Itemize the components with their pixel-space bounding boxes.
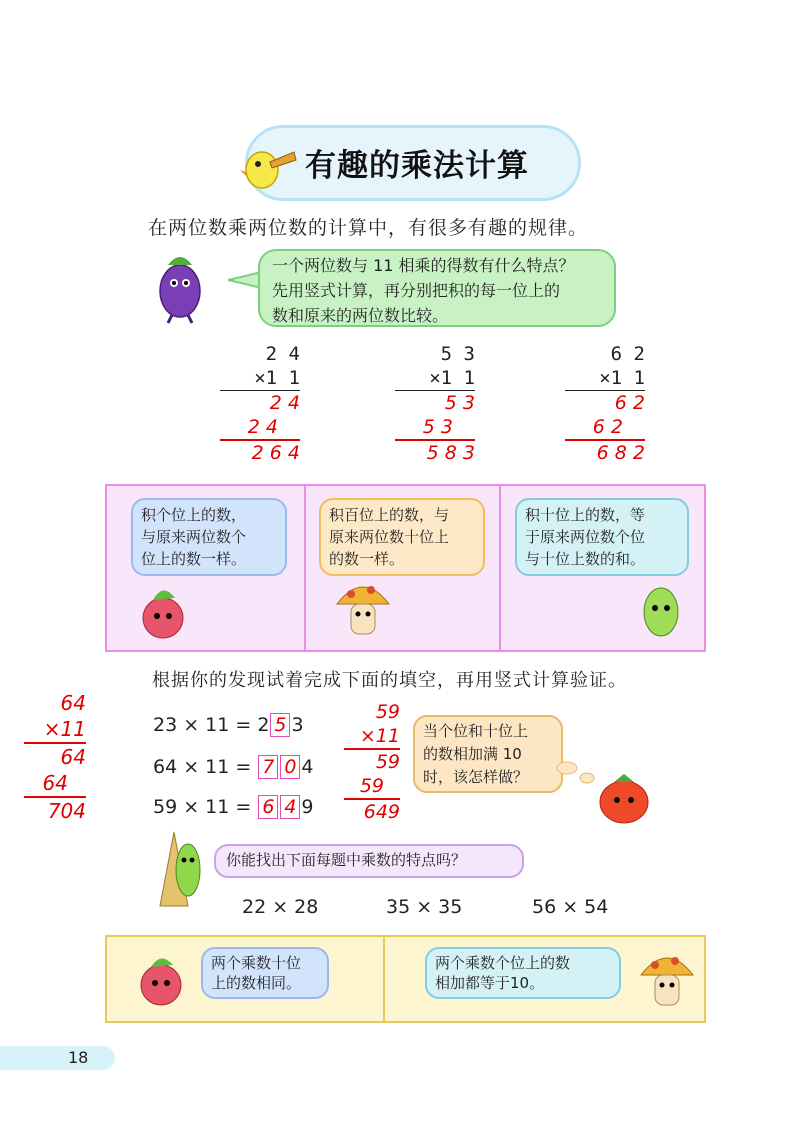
equation-left: 23 × 11 = 2 [153, 714, 270, 736]
multiplier: ×1 1 [565, 366, 645, 391]
observation-line: 于原来两位数个位 [525, 528, 646, 546]
product-expression: 22 × 28 [242, 896, 319, 918]
hand-number: 64 [24, 770, 86, 798]
question-line: 先用竖式计算，再分别把积的每一位上的 [272, 281, 561, 300]
equation-right: 9 [301, 796, 314, 818]
fill-blank-prompt: 根据你的发现试着完成下面的填空，再用竖式计算验证。 [152, 670, 627, 691]
carry-line: 当个位和十位上 [423, 722, 529, 740]
calc-result: 5 8 3 [426, 442, 475, 464]
divider [383, 937, 385, 1021]
question-line: 一个两位数与 11 相乘的得数有什么特点？ [272, 256, 575, 275]
mushroom-character-icon [333, 574, 393, 646]
multiplicand: 6 2 [610, 343, 645, 365]
multiplier: ×1 1 [220, 366, 300, 391]
carry-question-bubble [413, 715, 563, 793]
answer-box[interactable]: 6 [258, 795, 278, 819]
multiplicand: 2 4 [265, 343, 300, 365]
hand-number: 59 [375, 701, 400, 723]
observation-bubble-3 [515, 498, 689, 576]
pepper-character-icon [637, 578, 687, 644]
observation-line: 积百位上的数，与 [329, 506, 450, 524]
observation-line: 积个位上的数， [141, 506, 247, 524]
equation-row [153, 795, 313, 819]
answer-box[interactable]: 0 [280, 755, 300, 779]
partial-product: 6 2 [614, 392, 645, 414]
factor-question-bubble: 你能找出下面每题中乘数的特点吗？ [214, 844, 524, 878]
ruler-character-icon [154, 826, 210, 912]
column-calc-2 [395, 342, 475, 465]
observation-line: 原来两位数十位上 [329, 528, 450, 546]
answer-box[interactable]: 5 [270, 713, 290, 737]
page-number: 18 [0, 1046, 115, 1070]
equation-row [153, 755, 313, 779]
carry-line: 的数相加满 10 [423, 745, 522, 763]
partial-product: 5 3 [444, 392, 475, 414]
observation-line: 与原来两位数个 [141, 528, 247, 546]
hand-number: 59 [344, 774, 400, 800]
answer-box[interactable]: 4 [280, 795, 300, 819]
hand-number: ×11 [344, 724, 400, 750]
radish-character-icon [135, 951, 191, 1011]
radish-character-icon [137, 582, 193, 644]
hand-number: 64 [60, 691, 86, 715]
observation-line: 积十位上的数，等 [525, 506, 646, 524]
multiplier: ×1 1 [395, 366, 475, 391]
hand-number: ×11 [24, 716, 86, 744]
partial-product: 6 2 [565, 415, 645, 441]
eggplant-character-icon [148, 245, 218, 325]
feature-bubble-2 [425, 947, 621, 999]
handwritten-calc-mid [344, 700, 400, 824]
observations-panel [105, 484, 706, 652]
equation-left: 59 × 11 = [153, 796, 258, 818]
calc-result: 6 8 2 [596, 442, 645, 464]
observation-bubble-1 [131, 498, 287, 576]
observation-line: 的数一样。 [329, 550, 405, 568]
partial-product: 2 4 [220, 415, 300, 441]
feature-line: 相加都等于10。 [435, 974, 545, 992]
equation-left: 64 × 11 = [153, 756, 258, 778]
observation-line: 位上的数一样。 [141, 550, 247, 568]
carry-line: 时，该怎样做？ [423, 768, 529, 786]
feature-line: 两个乘数十位 [211, 954, 302, 972]
partial-product: 2 4 [269, 392, 300, 414]
partial-product: 5 3 [395, 415, 475, 441]
observation-line: 与十位上数的和。 [525, 550, 646, 568]
equation-right: 3 [291, 714, 304, 736]
answer-box[interactable]: 7 [258, 755, 278, 779]
intro-text: 在两位数乘两位数的计算中，有很多有趣的规律。 [148, 217, 589, 239]
page-title: 有趣的乘法计算 [305, 148, 529, 184]
hand-number: 59 [375, 751, 400, 773]
feature-line: 上的数相同。 [211, 974, 302, 992]
equation-row [153, 713, 304, 737]
divider [499, 486, 501, 650]
handwritten-calc-left [24, 690, 86, 824]
product-expression: 35 × 35 [386, 896, 463, 918]
features-panel [105, 935, 706, 1023]
feature-line: 两个乘数个位上的数 [435, 954, 571, 972]
chick-telescope-icon [240, 140, 300, 192]
column-calc-3 [565, 342, 645, 465]
calc-result: 2 6 4 [251, 442, 300, 464]
column-calc-1 [220, 342, 300, 465]
feature-bubble-1 [201, 947, 329, 999]
equation-right: 4 [301, 756, 314, 778]
observation-bubble-2 [319, 498, 485, 576]
hand-number: 704 [47, 799, 86, 823]
mushroom-character-icon [637, 945, 697, 1017]
hand-number: 64 [60, 745, 86, 769]
product-expression: 56 × 54 [532, 896, 609, 918]
bubble-tail [228, 270, 262, 290]
question-line: 数和原来的两位数比较。 [272, 306, 449, 325]
hand-number: 649 [363, 801, 400, 823]
question-bubble [258, 249, 616, 327]
divider [304, 486, 306, 650]
multiplicand: 5 3 [440, 343, 475, 365]
tomato-character-icon [592, 772, 656, 830]
